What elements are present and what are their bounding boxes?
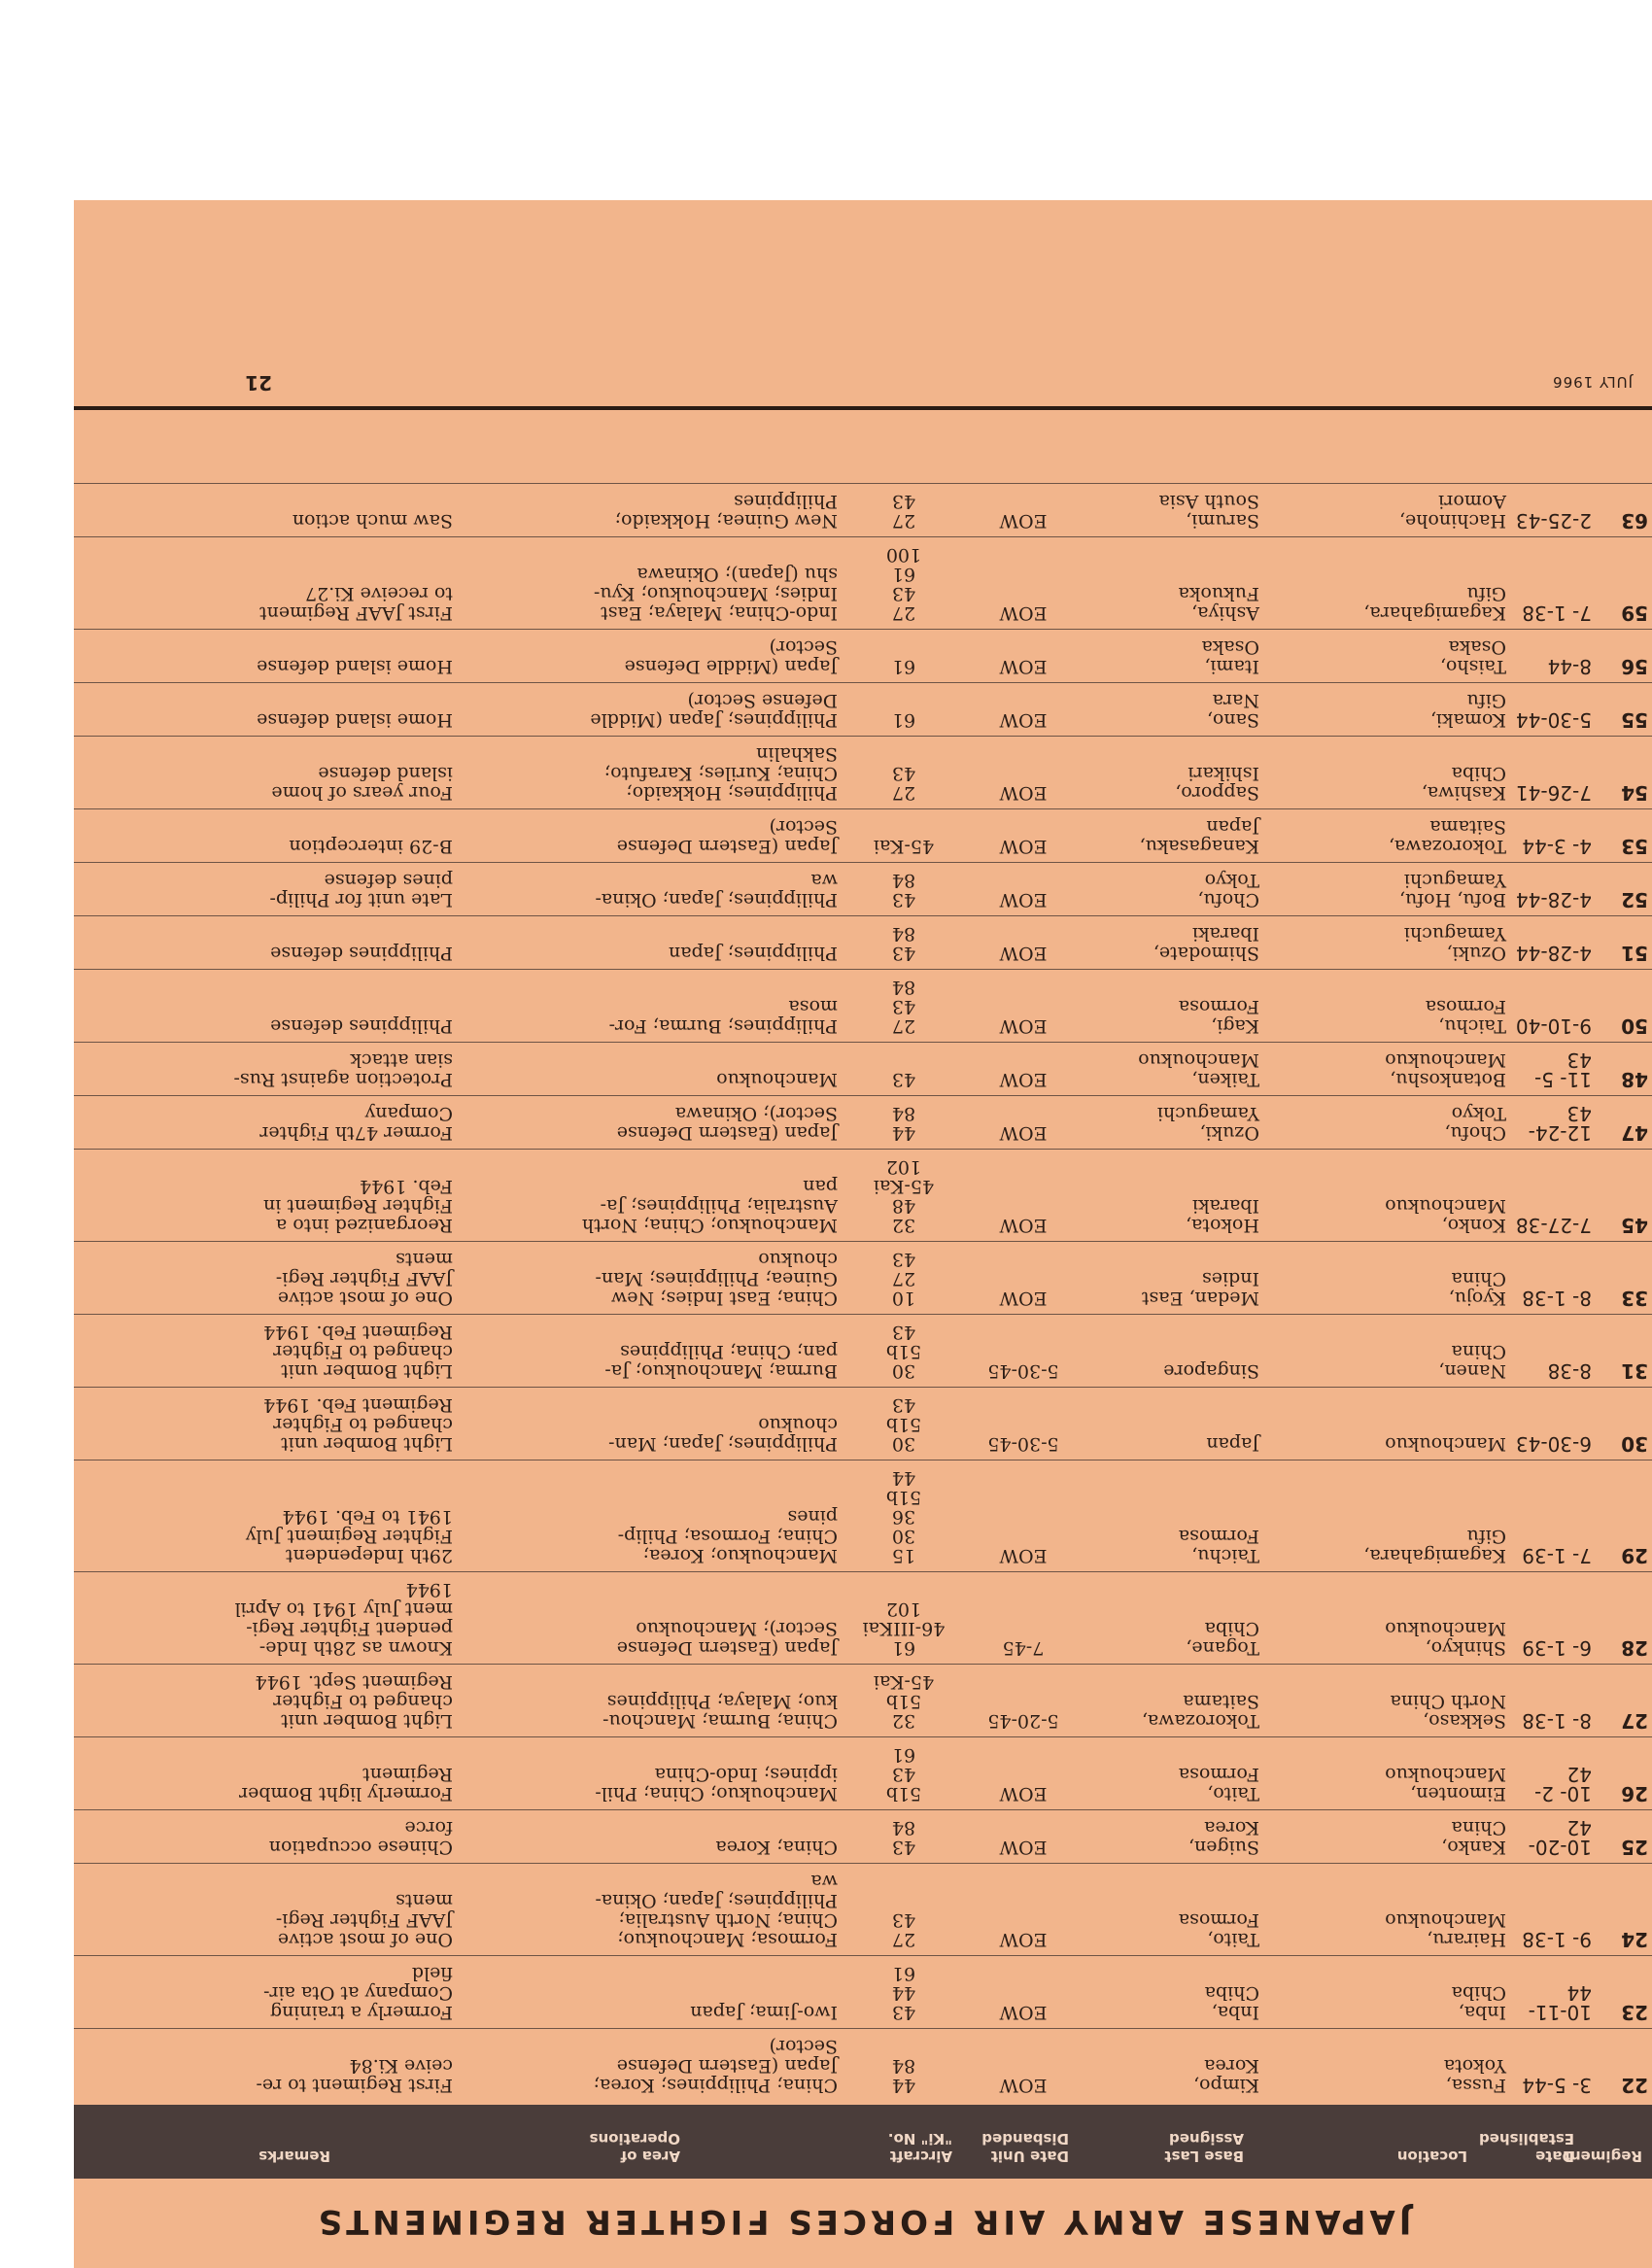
aircraft-cell: 30 51b 43 [842,1315,966,1388]
disbanded-cell: EOW [966,863,1081,916]
disbanded-cell: EOW [966,916,1081,970]
scanned-page [74,200,1652,2268]
table-row [74,1864,1652,1956]
header-established: Date Established [1478,2130,1574,2165]
area-cell: Philippines; Hokkaido; China; Kuriles; Karafuto; Sakhalin [457,737,842,809]
aircraft-cell: 30 51b 43 [842,1388,966,1460]
footer-month: JULY 1966 [1552,373,1633,391]
location-cell: Kagamigahara, Gifu [1263,1460,1510,1572]
established-cell: 12-24-43 [1510,1096,1596,1150]
aircraft-cell: 43 [842,1043,966,1096]
base-cell: Taiken, Manchoukuo [1081,1043,1263,1096]
area-cell: Manchoukuo; Korea; China; Formosa; Philip- pines [457,1460,842,1572]
regiment-cell: 55 [1596,683,1652,737]
remarks-cell: Chinese occupation force [74,1810,457,1864]
remarks-cell: Former 47th Fighter Company [74,1096,457,1150]
location-cell: Fussa, Yokota [1263,2029,1510,2102]
table-row [74,1096,1652,1150]
disbanded-cell: EOW [966,683,1081,737]
aircraft-cell: 27 43 [842,484,966,537]
established-cell: 6-30-43 [1510,1388,1596,1460]
established-cell: 4- 3-44 [1510,809,1596,863]
regiment-cell: 63 [1596,484,1652,537]
area-cell: Japan (Eastern Defense Sector) [457,809,842,863]
disbanded-cell: EOW [966,737,1081,809]
remarks-cell: Late unit for Philip- pines defense [74,863,457,916]
area-cell: Japan (Eastern Defense Sector); Okinawa [457,1096,842,1150]
disbanded-cell: EOW [966,1864,1081,1956]
location-cell: Taisho, Osaka [1263,630,1510,683]
base-cell: Sarumi, South Asia [1081,484,1263,537]
table-row [74,737,1652,809]
base-cell: Medan, East Indies [1081,1242,1263,1315]
aircraft-cell: 61 [842,630,966,683]
remarks-cell: Reorganized into a Fighter Regiment in Feb. 1944 [74,1150,457,1242]
regiment-cell: 29 [1596,1460,1652,1572]
regiment-cell: 24 [1596,1864,1652,1956]
aircraft-cell: 27 43 61 100 [842,537,966,630]
location-cell: Hairaru, Manchoukuo [1263,1864,1510,1956]
base-cell: Hokota, Ibaraki [1081,1150,1263,1242]
table-row [74,1388,1652,1460]
aircraft-cell: 61 [842,683,966,737]
base-cell: Japan [1081,1388,1263,1460]
disbanded-cell: EOW [966,630,1081,683]
area-cell: Philippines; Japan; Man- choukuo [457,1388,842,1460]
location-cell: Taichu, Formosa [1263,970,1510,1043]
base-cell: Sapporo, Ishikari [1081,737,1263,809]
table-row [74,2029,1652,2102]
established-cell: 11- 5-43 [1510,1043,1596,1096]
regiment-cell: 45 [1596,1150,1652,1242]
base-cell: Taichu, Formosa [1081,1460,1263,1572]
disbanded-cell: EOW [966,1737,1081,1810]
area-cell: Formosa; Manchoukuo; China; North Australia; Philippines; Japan; Okina- wa [457,1864,842,1956]
base-cell: Suigen, Korea [1081,1810,1263,1864]
disbanded-cell: 5-30-45 [966,1388,1081,1460]
header-location: Location [1396,2148,1467,2165]
disbanded-cell: EOW [966,537,1081,630]
aircraft-cell: 43 84 [842,863,966,916]
established-cell: 8- 1-38 [1510,1665,1596,1737]
table-row [74,1242,1652,1315]
established-cell: 10-11-44 [1510,1956,1596,2029]
table-row [74,1043,1652,1096]
aircraft-cell: 27 43 [842,737,966,809]
rotated-page-content [74,200,1652,2268]
location-cell: Kyoju, China [1263,1242,1510,1315]
page-title: JAPANESE ARMY AIR FORCES FIGHTER REGIMENTS [314,2202,1412,2241]
location-cell: Shinkyo, Manchoukuo [1263,1572,1510,1665]
location-cell: Manchoukuo [1263,1388,1510,1460]
regiment-cell: 26 [1596,1737,1652,1810]
table-row [74,809,1652,863]
remarks-cell: Formerly a training Company at Ota air- field [74,1956,457,2029]
regiment-cell: 51 [1596,916,1652,970]
disbanded-cell: EOW [966,809,1081,863]
base-cell: Togane, Chiba [1081,1572,1263,1665]
aircraft-cell: 32 51b 45-Kai [842,1665,966,1737]
area-cell: Burma; Manchoukuo; Ja- pan; China; Philippines [457,1315,842,1388]
table-row [74,1315,1652,1388]
remarks-cell: Philippines defense [74,916,457,970]
area-cell: China; Philippines; Korea; Japan (Eastern Defense Sector) [457,2029,842,2102]
area-cell: Philippines; Japan [457,916,842,970]
regiment-cell: 56 [1596,630,1652,683]
table-row [74,484,1652,537]
area-cell: Manchoukuo; China; Phil- ippines; Indo-China [457,1737,842,1810]
established-cell: 10- 2-42 [1510,1737,1596,1810]
table-row [74,1572,1652,1665]
table-row [74,537,1652,630]
regiment-cell: 54 [1596,737,1652,809]
established-cell: 3- 5-44 [1510,2029,1596,2102]
area-cell: Philippines; Japan (Middle Defense Sector) [457,683,842,737]
base-cell: Sano, Nara [1081,683,1263,737]
established-cell: 8-38 [1510,1315,1596,1388]
table-row [74,683,1652,737]
regiments-table [74,483,1652,2101]
established-cell: 7- 1-38 [1510,537,1596,630]
location-cell: Chofu, Tokyo [1263,1096,1510,1150]
base-cell: Taito, Formosa [1081,1737,1263,1810]
location-cell: Kagamigahara, Gifu [1263,537,1510,630]
area-cell: Japan (Middle Defense Sector) [457,630,842,683]
location-cell: Ozuki, Yamaguchi [1263,916,1510,970]
established-cell: 9- 1-38 [1510,1864,1596,1956]
table-row [74,1460,1652,1572]
location-cell: Kashiwa, Chiba [1263,737,1510,809]
table-row [74,1956,1652,2029]
header-remarks: Remarks [258,2148,330,2165]
area-cell: Iwo-Jima; Japan [457,1956,842,2029]
aircraft-cell: 32 48 45-Kai 102 [842,1150,966,1242]
disbanded-cell: EOW [966,484,1081,537]
location-cell: Eimonten, Manchoukuo [1263,1737,1510,1810]
remarks-cell: Home island defense [74,630,457,683]
disbanded-cell: 5-20-45 [966,1665,1081,1737]
table-row [74,1737,1652,1810]
base-cell: Taito, Formosa [1081,1864,1263,1956]
remarks-cell: Known as 28th Inde- pendent Fighter Regi- ment July 1941 to April 1944 [74,1572,457,1665]
regiment-cell: 25 [1596,1810,1652,1864]
remarks-cell: Light Bomber unit changed to Fighter Regiment Sept. 1944 [74,1665,457,1737]
location-cell: Hachinohe, Aomori [1263,484,1510,537]
established-cell: 9-10-40 [1510,970,1596,1043]
aircraft-cell: 44 84 [842,1096,966,1150]
base-cell: Chofu, Tokyo [1081,863,1263,916]
remarks-cell: Philippines defense [74,970,457,1043]
aircraft-cell: 61 46-IIIKai 102 [842,1572,966,1665]
regiment-cell: 28 [1596,1572,1652,1665]
table-row [74,1665,1652,1737]
established-cell: 6- 1-39 [1510,1572,1596,1665]
table-row [74,970,1652,1043]
base-cell: Kimpo, Korea [1081,2029,1263,2102]
established-cell: 4-28-44 [1510,916,1596,970]
header-disbanded: Date Unit Disbanded [981,2130,1069,2165]
disbanded-cell: EOW [966,1096,1081,1150]
header-base: Base Last Assigned [1164,2130,1244,2165]
aircraft-cell: 27 43 [842,1864,966,1956]
established-cell: 7-26-41 [1510,737,1596,809]
table-row [74,1150,1652,1242]
established-cell: 8-44 [1510,630,1596,683]
page-number: 21 [245,371,272,395]
disbanded-cell: 5-30-45 [966,1315,1081,1388]
regiment-cell: 47 [1596,1096,1652,1150]
base-cell: Ashiya, Fukuoka [1081,537,1263,630]
remarks-cell: First Regiment to re- ceive Ki.84 [74,2029,457,2102]
remarks-cell: Four years of home island defense [74,737,457,809]
established-cell: 10-20-42 [1510,1810,1596,1864]
regiment-cell: 52 [1596,863,1652,916]
area-cell: Manchoukuo; China; North Australia; Philippines; Ja- pan [457,1150,842,1242]
remarks-cell: First JAAF Regiment to receive Ki.27 [74,537,457,630]
remarks-cell: B-29 interception [74,809,457,863]
disbanded-cell: EOW [966,1956,1081,2029]
regiment-cell: 30 [1596,1388,1652,1460]
disbanded-cell: EOW [966,970,1081,1043]
area-cell: Manchoukuo [457,1043,842,1096]
disbanded-cell: EOW [966,1810,1081,1864]
area-cell: China; Burma; Manchou- kuo; Malaya; Philippines [457,1665,842,1737]
disbanded-cell: EOW [966,1043,1081,1096]
aircraft-cell: 51b 43 61 [842,1737,966,1810]
base-cell: Inba, Chiba [1081,1956,1263,2029]
area-cell: Philippines; Japan; Okina- wa [457,863,842,916]
regiment-cell: 48 [1596,1043,1652,1096]
location-cell: Sekkaso, North China [1263,1665,1510,1737]
regiment-cell: 23 [1596,1956,1652,2029]
base-cell: Kanagasaku, Japan [1081,809,1263,863]
header-aircraft: Aircraft "Ki" No. [887,2130,952,2165]
remarks-cell: Formerly light Bomber Regiment [74,1737,457,1810]
disbanded-cell: EOW [966,1460,1081,1572]
location-cell: Inba, Chiba [1263,1956,1510,2029]
area-cell: Indo-China; Malaya; East Indies; Manchoukuo; Kyu- shu (Japan); Okinawa [457,537,842,630]
header-regiment: Regiment [1563,2148,1642,2165]
established-cell: 7-27-38 [1510,1150,1596,1242]
header-area: Area of Operations [589,2130,680,2165]
remarks-cell: One of most active JAAF Fighter Regi- ments [74,1242,457,1315]
regiment-cell: 53 [1596,809,1652,863]
established-cell: 4-28-44 [1510,863,1596,916]
remarks-cell: Saw much action [74,484,457,537]
table-row [74,630,1652,683]
regiment-cell: 50 [1596,970,1652,1043]
regiment-cell: 33 [1596,1242,1652,1315]
table-header [74,2105,1652,2179]
area-cell: Japan (Eastern Defense Sector); Manchoukuo [457,1572,842,1665]
aircraft-cell: 43 44 61 [842,1956,966,2029]
aircraft-cell: 15 30 36 51b 44 [842,1460,966,1572]
location-cell: Bofu, Hofu, Yamaguchi [1263,863,1510,916]
remarks-cell: Home island defense [74,683,457,737]
established-cell: 8- 1-38 [1510,1242,1596,1315]
aircraft-cell: 10 27 43 [842,1242,966,1315]
location-cell: Komaki, Gifu [1263,683,1510,737]
established-cell: 5-30-44 [1510,683,1596,737]
aircraft-cell: 43 84 [842,916,966,970]
disbanded-cell: 7-45 [966,1572,1081,1665]
remarks-cell: 29th Independent Fighter Regiment July 1941 to Feb. 1944 [74,1460,457,1572]
table-row [74,916,1652,970]
disbanded-cell: EOW [966,1150,1081,1242]
remarks-cell: Light Bomber unit changed to Fighter Regiment Feb. 1944 [74,1388,457,1460]
established-cell: 2-25-43 [1510,484,1596,537]
base-cell: Singapore [1081,1315,1263,1388]
regiment-cell: 31 [1596,1315,1652,1388]
area-cell: China; East Indies; New Guinea; Philippines; Man- choukuo [457,1242,842,1315]
table-row [74,863,1652,916]
location-cell: Botankoshu, Manchoukuo [1263,1043,1510,1096]
location-cell: Konko, Manchoukuo [1263,1150,1510,1242]
aircraft-cell: 43 84 [842,1810,966,1864]
regiment-cell: 22 [1596,2029,1652,2102]
aircraft-cell: 27 43 84 [842,970,966,1043]
aircraft-cell: 45-Kai [842,809,966,863]
base-cell: Itami, Osaka [1081,630,1263,683]
base-cell: Kagi, Formosa [1081,970,1263,1043]
established-cell: 7- 1-39 [1510,1460,1596,1572]
area-cell: China; Korea [457,1810,842,1864]
page-footer [74,348,1652,410]
remarks-cell: Protection against Rus- sian attack [74,1043,457,1096]
area-cell: New Guinea; Hokkaido; Philippines [457,484,842,537]
base-cell: Ozuki, Yamaguchi [1081,1096,1263,1150]
location-cell: Kanko, China [1263,1810,1510,1864]
base-cell: Shimodate, Ibaraki [1081,916,1263,970]
regiment-cell: 27 [1596,1665,1652,1737]
location-cell: Nanen, China [1263,1315,1510,1388]
aircraft-cell: 44 84 [842,2029,966,2102]
table-row [74,1810,1652,1864]
location-cell: Tokorozawa, Saitama [1263,809,1510,863]
area-cell: Philippines; Burma; For- mosa [457,970,842,1043]
regiment-cell: 59 [1596,537,1652,630]
remarks-cell: Light Bomber unit changed to Fighter Regiment Feb. 1944 [74,1315,457,1388]
disbanded-cell: EOW [966,1242,1081,1315]
disbanded-cell: EOW [966,2029,1081,2102]
remarks-cell: One of most active JAAF Fighter Regi- ments [74,1864,457,1956]
base-cell: Tokorozawa, Saitama [1081,1665,1263,1737]
